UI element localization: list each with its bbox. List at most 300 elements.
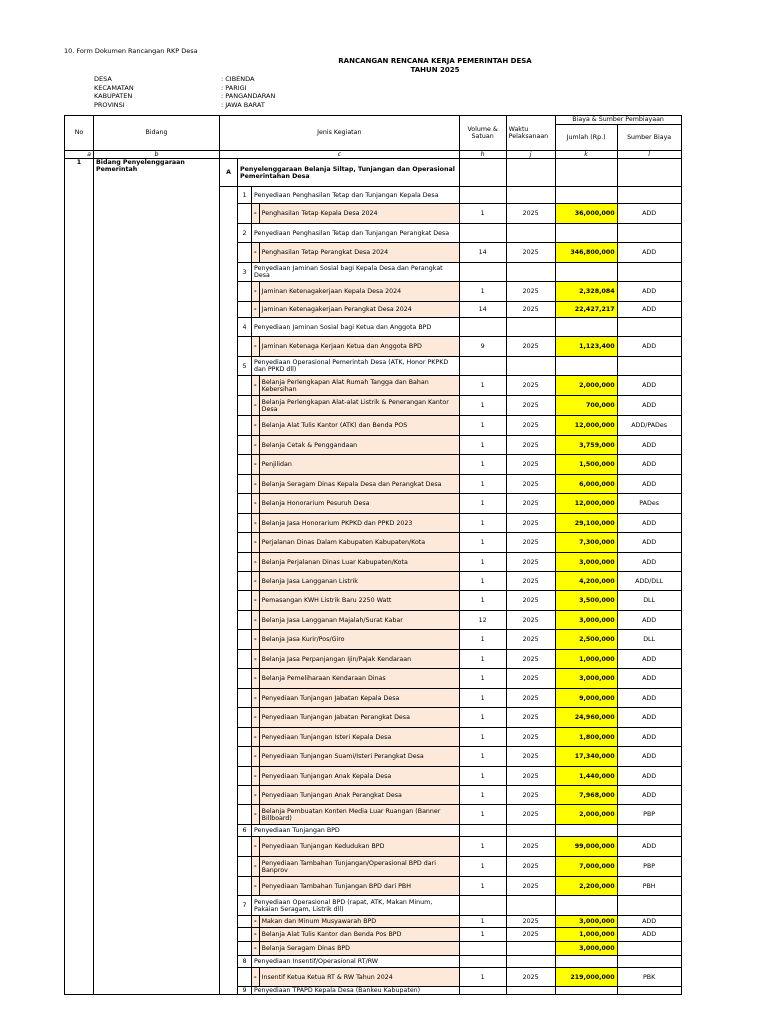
item-label: Penyediaan Tunjangan Jabatan Perangkat Desa bbox=[259, 708, 459, 728]
info-key: DESA bbox=[94, 75, 112, 83]
item-label: Belanja Alat Tulis Kantor (ATK) dan Benda POS bbox=[259, 416, 459, 436]
item-label: Belanja Pemeliharaan Kendaraan Dinas bbox=[259, 669, 459, 689]
item-source: ADD bbox=[617, 747, 681, 767]
item-amount: 17,340,000 bbox=[555, 747, 617, 767]
activity-number: 9 bbox=[238, 987, 252, 995]
item-volume: 1 bbox=[459, 728, 506, 747]
item-amount: 99,000,000 bbox=[555, 837, 617, 857]
item-dash: - bbox=[252, 282, 260, 302]
section-label: Penyelenggaraan Belanja Siltap, Tunjangan dan Operasional Pemerintahan Desa bbox=[238, 159, 460, 187]
item-amount: 36,000,000 bbox=[555, 204, 617, 224]
item-volume: 1 bbox=[459, 591, 506, 611]
item-source: DLL bbox=[617, 630, 681, 650]
form-label: 10. Form Dokumen Rancangan RKP Desa bbox=[64, 47, 198, 55]
item-year: 2025 bbox=[506, 533, 555, 553]
item-dash: - bbox=[252, 455, 260, 475]
item-year: 2025 bbox=[506, 282, 555, 302]
item-dash: - bbox=[252, 857, 260, 877]
item-label: Belanja Jasa Langganan Listrik bbox=[259, 572, 459, 591]
empty-cell bbox=[555, 159, 617, 187]
volume-cell bbox=[459, 987, 506, 995]
item-source: ADD bbox=[617, 928, 681, 942]
item-label: Belanja Seragam Dinas Kepala Desa dan Perangkat Desa bbox=[259, 475, 459, 494]
item-dash: - bbox=[252, 805, 260, 825]
item-volume bbox=[459, 942, 506, 956]
info-row bbox=[94, 92, 275, 101]
volume-cell bbox=[459, 187, 506, 204]
activity-number-empty bbox=[238, 533, 252, 553]
item-volume: 1 bbox=[459, 630, 506, 650]
item-volume: 1 bbox=[459, 916, 506, 928]
item-volume: 14 bbox=[459, 243, 506, 263]
item-source: ADD bbox=[617, 916, 681, 928]
info-key: KABUPATEN bbox=[94, 92, 133, 100]
header-no: No bbox=[65, 116, 94, 151]
source-cell bbox=[617, 825, 681, 837]
activity-number-empty bbox=[238, 455, 252, 475]
year-cell bbox=[506, 825, 555, 837]
item-source bbox=[617, 942, 681, 956]
activity-number-empty bbox=[238, 968, 252, 987]
item-year: 2025 bbox=[506, 416, 555, 436]
item-source: ADD/PADes bbox=[617, 416, 681, 436]
item-label: Penyediaan Tunjangan Jabatan Kepala Desa bbox=[259, 689, 459, 708]
activity-number: 3 bbox=[238, 263, 252, 282]
year-cell bbox=[506, 357, 555, 376]
item-dash: - bbox=[252, 533, 260, 553]
document-year: TAHUN 2025 bbox=[410, 66, 460, 74]
item-source: ADD bbox=[617, 837, 681, 857]
letter-c: c bbox=[220, 151, 460, 159]
activity-number: 6 bbox=[238, 825, 252, 837]
source-cell bbox=[617, 318, 681, 337]
info-key: PROVINSI bbox=[94, 100, 125, 109]
bidang-name: Bidang Penyelenggaraan Pemerintah bbox=[94, 159, 220, 995]
item-year: 2025 bbox=[506, 514, 555, 533]
item-amount: 219,000,000 bbox=[555, 968, 617, 987]
activity-number: 8 bbox=[238, 956, 252, 968]
item-amount: 2,500,000 bbox=[555, 630, 617, 650]
activity-label: Penyediaan Penghasilan Tetap dan Tunjangan Kepala Desa bbox=[252, 187, 460, 204]
info-value: : PANGANDARAN bbox=[221, 92, 276, 100]
item-dash: - bbox=[252, 877, 260, 896]
activity-number-empty bbox=[238, 928, 252, 942]
item-dash: - bbox=[252, 689, 260, 708]
item-dash: - bbox=[252, 553, 260, 572]
item-label: Pemasangan KWH Listrik Baru 2250 Watt bbox=[259, 591, 459, 611]
header-jumlah: Jumlah (Rp.) bbox=[555, 125, 617, 151]
item-volume: 1 bbox=[459, 650, 506, 669]
item-dash: - bbox=[252, 376, 260, 396]
item-dash: - bbox=[252, 968, 260, 987]
item-volume: 1 bbox=[459, 475, 506, 494]
volume-cell bbox=[459, 357, 506, 376]
activity-label: Penyediaan Jaminan Sosial bagi Kepala Desa dan Perangkat Desa bbox=[252, 263, 460, 282]
header-bidang: Bidang bbox=[94, 116, 220, 151]
item-amount: 29,100,000 bbox=[555, 514, 617, 533]
item-amount: 24,960,000 bbox=[555, 708, 617, 728]
item-year: 2025 bbox=[506, 243, 555, 263]
item-dash: - bbox=[252, 747, 260, 767]
item-year: 2025 bbox=[506, 436, 555, 455]
item-year: 2025 bbox=[506, 857, 555, 877]
activity-number-empty bbox=[238, 650, 252, 669]
item-volume: 9 bbox=[459, 337, 506, 357]
item-year: 2025 bbox=[506, 204, 555, 224]
item-year bbox=[506, 942, 555, 956]
year-cell bbox=[506, 187, 555, 204]
item-dash: - bbox=[252, 337, 260, 357]
item-dash: - bbox=[252, 630, 260, 650]
item-source: ADD bbox=[617, 767, 681, 786]
item-volume: 1 bbox=[459, 786, 506, 805]
section-letter: A bbox=[220, 159, 238, 187]
activity-number-empty bbox=[238, 204, 252, 224]
item-volume: 1 bbox=[459, 514, 506, 533]
item-amount: 2,000,000 bbox=[555, 805, 617, 825]
activity-number-empty bbox=[238, 591, 252, 611]
item-amount: 1,000,000 bbox=[555, 650, 617, 669]
header-sumber: Sumber Biaya bbox=[617, 125, 681, 151]
item-year: 2025 bbox=[506, 689, 555, 708]
item-volume: 1 bbox=[459, 416, 506, 436]
document-title: RANCANGAN RENCANA KERJA PEMERINTAH DESA bbox=[338, 57, 532, 65]
item-amount: 1,123,400 bbox=[555, 337, 617, 357]
item-label: Penyediaan Tunjangan Anak Kepala Desa bbox=[259, 767, 459, 786]
item-source: ADD bbox=[617, 689, 681, 708]
activity-number-empty bbox=[238, 475, 252, 494]
letter-k: k bbox=[555, 151, 617, 159]
item-dash: - bbox=[252, 928, 260, 942]
source-cell bbox=[617, 263, 681, 282]
item-year: 2025 bbox=[506, 728, 555, 747]
item-source: ADD bbox=[617, 728, 681, 747]
volume-cell bbox=[459, 896, 506, 916]
item-year: 2025 bbox=[506, 708, 555, 728]
item-dash: - bbox=[252, 669, 260, 689]
item-year: 2025 bbox=[506, 572, 555, 591]
item-volume: 1 bbox=[459, 396, 506, 416]
item-source: ADD bbox=[617, 282, 681, 302]
item-dash: - bbox=[252, 708, 260, 728]
item-label: Jaminan Ketenaga Kerjaan Ketua dan Anggota BPD bbox=[259, 337, 459, 357]
item-volume: 1 bbox=[459, 928, 506, 942]
letter-j: j bbox=[506, 151, 555, 159]
item-amount: 6,000,000 bbox=[555, 475, 617, 494]
activity-label: Penyediaan Insentif/Operasional RT/RW bbox=[252, 956, 460, 968]
letter-a: a bbox=[65, 151, 94, 159]
source-cell bbox=[617, 987, 681, 995]
info-row bbox=[94, 84, 275, 93]
item-label: Belanja Seragam Dinas BPD bbox=[259, 942, 459, 956]
item-source: ADD/DLL bbox=[617, 572, 681, 591]
activity-number-empty bbox=[238, 786, 252, 805]
header-biaya-group: Biaya & Sumber Pembiayaan bbox=[555, 116, 681, 125]
amount-cell bbox=[555, 357, 617, 376]
item-volume: 1 bbox=[459, 282, 506, 302]
item-year: 2025 bbox=[506, 916, 555, 928]
item-source: ADD bbox=[617, 204, 681, 224]
item-amount: 12,000,000 bbox=[555, 494, 617, 514]
volume-cell bbox=[459, 956, 506, 968]
item-source: PBK bbox=[617, 968, 681, 987]
volume-cell bbox=[459, 318, 506, 337]
info-row bbox=[94, 75, 275, 84]
item-year: 2025 bbox=[506, 669, 555, 689]
item-volume: 1 bbox=[459, 689, 506, 708]
item-label: Belanja Jasa Honorarium PKPKD dan PPKD 2023 bbox=[259, 514, 459, 533]
activity-label: Penyediaan TPAPD Kepala Desa (Bankeu Kabupaten) bbox=[252, 987, 460, 995]
year-cell bbox=[506, 896, 555, 916]
item-label: Penjilidan bbox=[259, 455, 459, 475]
item-dash: - bbox=[252, 728, 260, 747]
item-volume: 14 bbox=[459, 302, 506, 318]
item-volume: 1 bbox=[459, 767, 506, 786]
item-source: ADD bbox=[617, 475, 681, 494]
activity-number-empty bbox=[238, 302, 252, 318]
activity-number-empty bbox=[238, 767, 252, 786]
item-year: 2025 bbox=[506, 302, 555, 318]
item-amount: 700,000 bbox=[555, 396, 617, 416]
item-source: ADD bbox=[617, 786, 681, 805]
item-volume: 1 bbox=[459, 747, 506, 767]
item-volume: 1 bbox=[459, 669, 506, 689]
activity-number-empty bbox=[238, 837, 252, 857]
item-volume: 12 bbox=[459, 611, 506, 630]
item-amount: 3,759,000 bbox=[555, 436, 617, 455]
item-year: 2025 bbox=[506, 591, 555, 611]
item-dash: - bbox=[252, 396, 260, 416]
item-year: 2025 bbox=[506, 747, 555, 767]
item-source: PADes bbox=[617, 494, 681, 514]
item-amount: 1,440,000 bbox=[555, 767, 617, 786]
activity-number-empty bbox=[238, 747, 252, 767]
volume-cell bbox=[459, 263, 506, 282]
empty-cell bbox=[506, 159, 555, 187]
item-amount: 2,328,084 bbox=[555, 282, 617, 302]
activity-number-empty bbox=[238, 572, 252, 591]
item-dash: - bbox=[252, 786, 260, 805]
source-cell bbox=[617, 357, 681, 376]
activity-number-empty bbox=[238, 396, 252, 416]
activity-number-empty bbox=[238, 877, 252, 896]
activity-number-empty bbox=[238, 708, 252, 728]
activity-number-empty bbox=[238, 282, 252, 302]
item-year: 2025 bbox=[506, 767, 555, 786]
amount-cell bbox=[555, 263, 617, 282]
item-dash: - bbox=[252, 942, 260, 956]
item-dash: - bbox=[252, 436, 260, 455]
item-volume: 1 bbox=[459, 572, 506, 591]
header-waktu: Waktu Pelaksanaan bbox=[506, 116, 555, 151]
amount-cell bbox=[555, 318, 617, 337]
year-cell bbox=[506, 956, 555, 968]
item-label: Belanja Perlengkapan Alat Rumah Tangga dan Bahan Kebersihan bbox=[259, 376, 459, 396]
amount-cell bbox=[555, 896, 617, 916]
item-year: 2025 bbox=[506, 805, 555, 825]
activity-label: Penyediaan Jaminan Sosial bagi Ketua dan Anggota BPD bbox=[252, 318, 460, 337]
item-label: Jaminan Ketenagakerjaan Kepala Desa 2024 bbox=[259, 282, 459, 302]
item-dash: - bbox=[252, 767, 260, 786]
activity-label: Penyediaan Operasional Pemerintah Desa (ATK, Honor PKPKD dan PPKD dll) bbox=[252, 357, 460, 376]
item-source: PBP bbox=[617, 857, 681, 877]
volume-cell bbox=[459, 825, 506, 837]
activity-number: 2 bbox=[238, 224, 252, 243]
item-dash: - bbox=[252, 243, 260, 263]
amount-cell bbox=[555, 987, 617, 995]
activity-number-empty bbox=[238, 728, 252, 747]
item-source: ADD bbox=[617, 436, 681, 455]
item-amount: 12,000,000 bbox=[555, 416, 617, 436]
item-source: ADD bbox=[617, 514, 681, 533]
item-source: ADD bbox=[617, 302, 681, 318]
item-amount: 7,300,000 bbox=[555, 533, 617, 553]
item-source: ADD bbox=[617, 533, 681, 553]
info-value: : PARIGI bbox=[221, 83, 247, 92]
item-volume: 1 bbox=[459, 553, 506, 572]
item-amount: 2,200,000 bbox=[555, 877, 617, 896]
item-amount: 3,000,000 bbox=[555, 942, 617, 956]
item-label: Penyediaan Tambahan Tunjangan/Operasional BPD dari Banprov bbox=[259, 857, 459, 877]
item-label: Insentif Ketua Ketua RT & RW Tahun 2024 bbox=[259, 968, 459, 987]
activity-label: Penyediaan Penghasilan Tetap dan Tunjangan Perangkat Desa bbox=[252, 224, 460, 243]
item-source: ADD bbox=[617, 669, 681, 689]
item-year: 2025 bbox=[506, 837, 555, 857]
item-year: 2025 bbox=[506, 968, 555, 987]
item-amount: 9,000,000 bbox=[555, 689, 617, 708]
item-label: Penyediaan Tunjangan Kedudukan BPD bbox=[259, 837, 459, 857]
activity-number-empty bbox=[238, 611, 252, 630]
item-label: Belanja Pembuatan Konten Media Luar Ruangan (Banner Billboard) bbox=[259, 805, 459, 825]
amount-cell bbox=[555, 187, 617, 204]
item-source: ADD bbox=[617, 243, 681, 263]
item-volume: 1 bbox=[459, 376, 506, 396]
year-cell bbox=[506, 224, 555, 243]
item-amount: 1,000,000 bbox=[555, 928, 617, 942]
item-label: Belanja Alat Tulis Kantor dan Benda Pos BPD bbox=[259, 928, 459, 942]
item-year: 2025 bbox=[506, 475, 555, 494]
section-letter-column bbox=[220, 187, 238, 995]
activity-label: Penyediaan Operasional BPD (rapat, ATK, Makan Minum, Pakaian Seragam, Listrik dll) bbox=[252, 896, 460, 916]
item-label: Jaminan Ketenagakerjaan Perangkat Desa 2024 bbox=[259, 302, 459, 318]
item-amount: 22,427,217 bbox=[555, 302, 617, 318]
item-year: 2025 bbox=[506, 928, 555, 942]
header-volume: Volume & Satuan bbox=[459, 116, 506, 151]
item-label: Penyediaan Tunjangan Suami/Isteri Perangkat Desa bbox=[259, 747, 459, 767]
activity-number-empty bbox=[238, 942, 252, 956]
letter-l: l bbox=[617, 151, 681, 159]
item-volume: 1 bbox=[459, 494, 506, 514]
item-dash: - bbox=[252, 837, 260, 857]
amount-cell bbox=[555, 825, 617, 837]
item-amount: 3,000,000 bbox=[555, 916, 617, 928]
activity-number-empty bbox=[238, 669, 252, 689]
activity-number: 5 bbox=[238, 357, 252, 376]
item-volume: 1 bbox=[459, 857, 506, 877]
rkp-table bbox=[64, 115, 682, 995]
item-volume: 1 bbox=[459, 708, 506, 728]
item-amount: 4,200,000 bbox=[555, 572, 617, 591]
activity-number: 1 bbox=[238, 187, 252, 204]
item-source: ADD bbox=[617, 650, 681, 669]
item-source: ADD bbox=[617, 396, 681, 416]
item-amount: 1,500,000 bbox=[555, 455, 617, 475]
item-year: 2025 bbox=[506, 455, 555, 475]
item-volume: 1 bbox=[459, 837, 506, 857]
item-label: Belanja Jasa Kurir/Pos/Giro bbox=[259, 630, 459, 650]
activity-number: 4 bbox=[238, 318, 252, 337]
amount-cell bbox=[555, 956, 617, 968]
activity-number-empty bbox=[238, 337, 252, 357]
item-amount: 3,000,000 bbox=[555, 611, 617, 630]
item-label: Penyediaan Tunjangan Isteri Kepala Desa bbox=[259, 728, 459, 747]
item-label: Penghasilan Tetap Perangkat Desa 2024 bbox=[259, 243, 459, 263]
activity-number-empty bbox=[238, 494, 252, 514]
header-jenis-kegiatan: Jenis Kegiatan bbox=[220, 116, 460, 151]
item-source: ADD bbox=[617, 455, 681, 475]
year-cell bbox=[506, 263, 555, 282]
activity-number-empty bbox=[238, 916, 252, 928]
item-volume: 1 bbox=[459, 455, 506, 475]
item-year: 2025 bbox=[506, 553, 555, 572]
item-year: 2025 bbox=[506, 650, 555, 669]
item-source: ADD bbox=[617, 611, 681, 630]
item-label: Belanja Honorarium Pesuruh Desa bbox=[259, 494, 459, 514]
item-dash: - bbox=[252, 650, 260, 669]
item-year: 2025 bbox=[506, 376, 555, 396]
amount-cell bbox=[555, 224, 617, 243]
activity-number: 7 bbox=[238, 896, 252, 916]
item-source: ADD bbox=[617, 376, 681, 396]
item-amount: 3,000,000 bbox=[555, 553, 617, 572]
item-year: 2025 bbox=[506, 494, 555, 514]
letter-b: b bbox=[94, 151, 220, 159]
activity-label: Penyediaan Tunjangan BPD bbox=[252, 825, 460, 837]
item-label: Makan dan Minum Musyawarah BPD bbox=[259, 916, 459, 928]
item-dash: - bbox=[252, 302, 260, 318]
volume-cell bbox=[459, 224, 506, 243]
letter-h: h bbox=[459, 151, 506, 159]
item-volume: 1 bbox=[459, 805, 506, 825]
year-cell bbox=[506, 987, 555, 995]
activity-number-empty bbox=[238, 514, 252, 533]
item-label: Belanja Cetak & Penggandaan bbox=[259, 436, 459, 455]
item-dash: - bbox=[252, 494, 260, 514]
item-label: Penyediaan Tambahan Tunjangan BPD dari PBH bbox=[259, 877, 459, 896]
item-source: PBH bbox=[617, 877, 681, 896]
item-year: 2025 bbox=[506, 877, 555, 896]
item-label: Belanja Jasa Langganan Majalah/Surat Kabar bbox=[259, 611, 459, 630]
item-amount: 2,000,000 bbox=[555, 376, 617, 396]
item-volume: 1 bbox=[459, 533, 506, 553]
row-number: 1 bbox=[65, 159, 94, 995]
item-volume: 1 bbox=[459, 968, 506, 987]
item-label: Penghasilan Tetap Kepala Desa 2024 bbox=[259, 204, 459, 224]
item-volume: 1 bbox=[459, 436, 506, 455]
item-source: ADD bbox=[617, 337, 681, 357]
village-info bbox=[94, 75, 275, 109]
item-dash: - bbox=[252, 416, 260, 436]
item-year: 2025 bbox=[506, 611, 555, 630]
item-dash: - bbox=[252, 611, 260, 630]
info-value: : CIBENDA bbox=[221, 75, 255, 83]
item-source: PBP bbox=[617, 805, 681, 825]
empty-cell bbox=[617, 159, 681, 187]
info-row bbox=[94, 101, 275, 110]
item-dash: - bbox=[252, 475, 260, 494]
source-cell bbox=[617, 224, 681, 243]
item-dash: - bbox=[252, 591, 260, 611]
